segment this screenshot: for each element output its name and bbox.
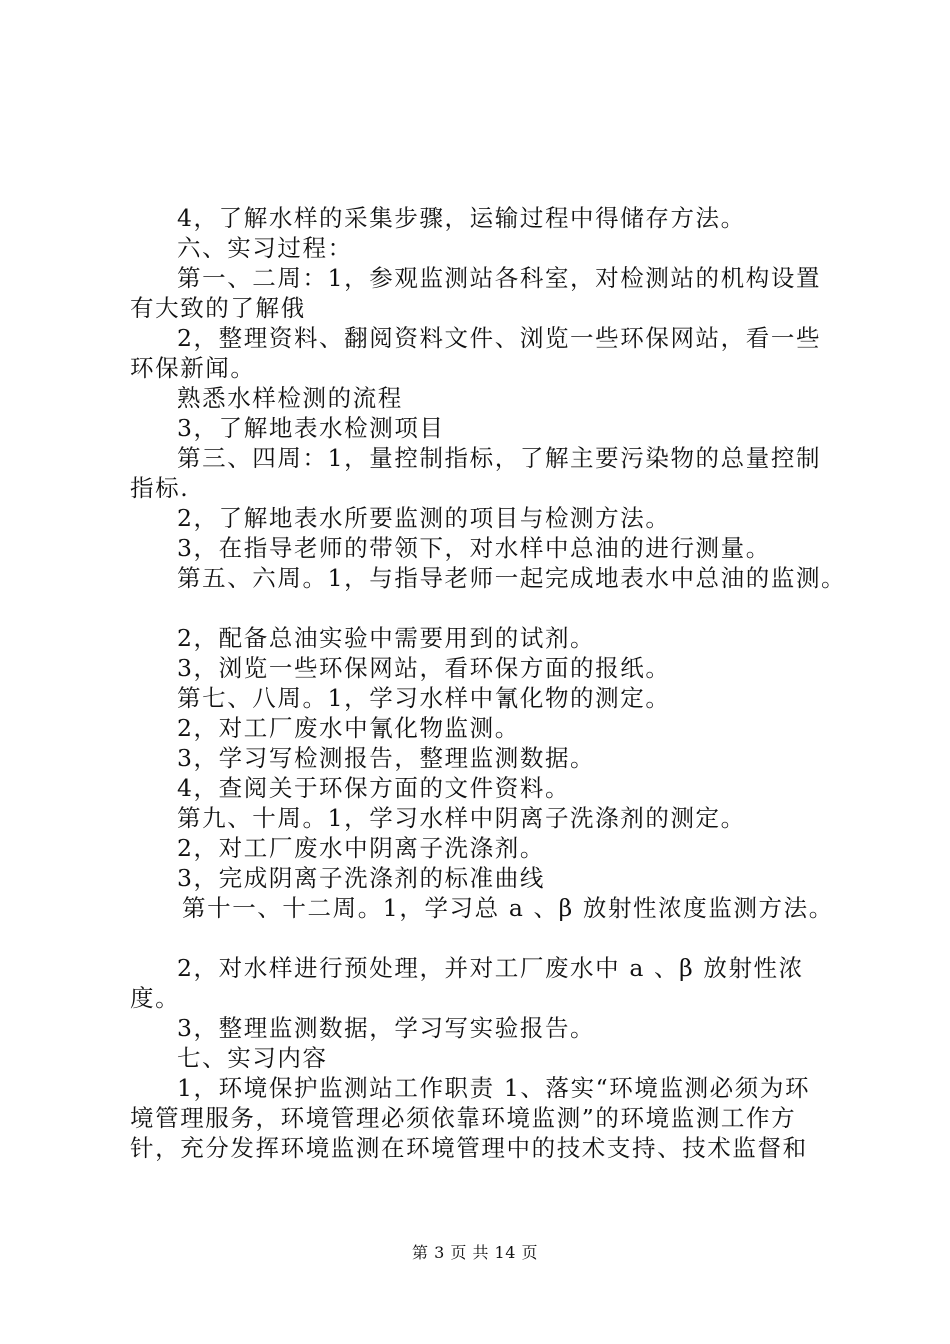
paragraph-line: 针，充分发挥环境监测在环境管理中的技术支持、技术监督和 <box>130 1134 808 1162</box>
paragraph-line: 2，对工厂废水中氰化物监测。 <box>177 714 520 742</box>
paragraph-line: 3，了解地表水检测项目 <box>177 414 445 442</box>
page-number-label: 第 3 页 共 14 页 <box>412 1243 538 1262</box>
page-footer <box>0 1243 950 1263</box>
paragraph-line: 2，整理资料、翻阅资料文件、浏览一些环保网站，看一些 <box>177 324 822 352</box>
paragraph-line: 指标. <box>130 474 190 502</box>
blank-line <box>130 593 850 623</box>
paragraph-line: 3，在指导老师的带领下，对水样中总油的进行测量。 <box>177 534 771 562</box>
paragraph-line: 第九、十周。1，学习水样中阴离子洗涤剂的测定。 <box>177 804 746 832</box>
document-body <box>130 203 850 1163</box>
paragraph-line: 3，完成阴离子洗涤剂的标准曲线 <box>177 864 545 892</box>
paragraph-line: 2，了解地表水所要监测的项目与检测方法。 <box>177 504 671 532</box>
paragraph-line: 第一、二周：1，参观监测站各科室，对检测站的机构设置 <box>177 264 822 292</box>
paragraph-line: 3，整理监测数据，学习写实验报告。 <box>177 1014 596 1042</box>
paragraph-line: 1，环境保护监测站工作职责 1、落实“环境监测必须为环 <box>177 1074 811 1102</box>
paragraph-line: 2，对工厂废水中阴离子洗涤剂。 <box>177 834 545 862</box>
paragraph-line: 第十一、十二周。1，学习总 a 、β 放射性浓度监测方法。 <box>182 894 834 922</box>
paragraph-line: 有大致的了解俄 <box>130 294 306 322</box>
paragraph-line: 第七、八周。1，学习水样中氰化物的测定。 <box>177 684 671 712</box>
paragraph-line: 第三、四周：1，量控制指标，了解主要污染物的总量控制 <box>177 444 822 472</box>
paragraph-line: 度。 <box>130 984 181 1012</box>
paragraph-line: 4，了解水样的采集步骤，运输过程中得储存方法。 <box>177 204 746 232</box>
section-heading: 七、实习内容 <box>177 1044 328 1072</box>
paragraph-line: 境管理服务，环境管理必须依靠环境监测”的环境监测工作方 <box>130 1104 797 1132</box>
paragraph-line: 第五、六周。1，与指导老师一起完成地表水中总油的监测。 <box>177 564 847 592</box>
paragraph-line: 2，对水样进行预处理，并对工厂废水中 a 、β 放射性浓 <box>177 954 804 982</box>
section-heading: 六、实习过程： <box>177 234 353 262</box>
paragraph-line: 3，浏览一些环保网站，看环保方面的报纸。 <box>177 654 671 682</box>
paragraph-line: 熟悉水样检测的流程 <box>177 384 403 412</box>
paragraph-line: 环保新闻。 <box>130 354 256 382</box>
paragraph-line: 2，配备总油实验中需要用到的试剂。 <box>177 624 596 652</box>
paragraph-line: 4，查阅关于环保方面的文件资料。 <box>177 774 571 802</box>
paragraph-line: 3，学习写检测报告，整理监测数据。 <box>177 744 596 772</box>
blank-line <box>130 923 850 953</box>
